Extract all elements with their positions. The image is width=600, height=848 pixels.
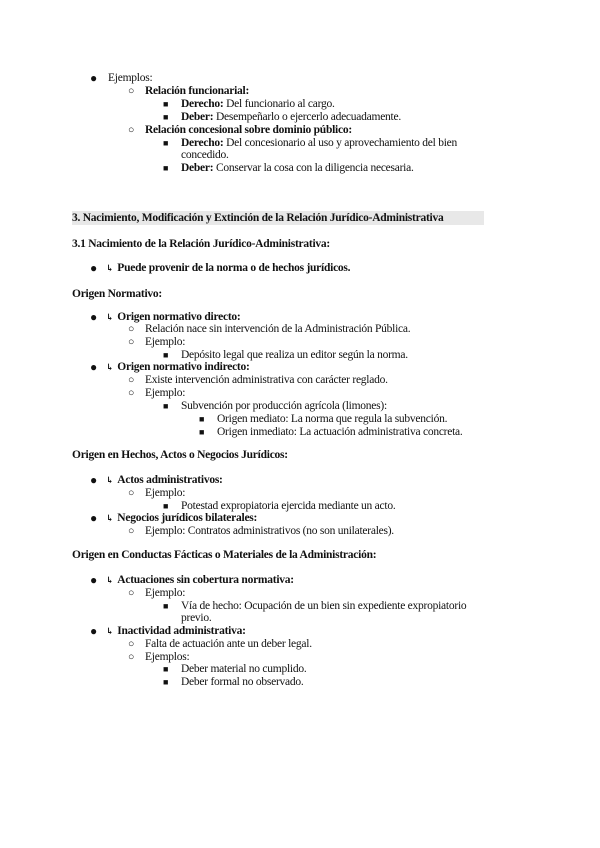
falta-actuacion: Falta de actuación ante un deber legal. <box>145 638 312 650</box>
deber-material: Deber material no cumplido. <box>181 663 307 675</box>
bullet-disc: ● <box>90 71 97 85</box>
bullet-circle: ○ <box>128 125 135 136</box>
bullet-square: ■ <box>163 163 169 173</box>
actuaciones-ejemplo: Ejemplo: <box>145 587 186 599</box>
normativo-directo-title: ↳ Origen normativo directo: <box>106 311 241 323</box>
potestad-expropiatoria: Potestad expropiatoria ejercida mediante un acto. <box>181 500 396 512</box>
corner-arrow-icon: ↳ <box>106 575 114 585</box>
bullet-disc: ● <box>90 624 97 638</box>
conductas-heading: Origen en Conductas Fácticas o Materiales de la Administración: <box>72 549 377 561</box>
bullet-square: ■ <box>163 138 169 148</box>
funcionarial-deber: Deber: Desempeñarlo o ejercerlo adecuadamente. <box>181 111 401 123</box>
funcionarial-derecho: Derecho: Del funcionario al cargo. <box>181 98 335 110</box>
ejemplos-label: Ejemplos: <box>108 72 153 84</box>
bullet-circle: ○ <box>128 324 135 335</box>
bullet-disc: ● <box>90 573 97 587</box>
bullet-square: ■ <box>199 414 205 424</box>
origen-mediato: Origen mediato: La norma que regula la subvención. <box>217 413 448 425</box>
normativo-indirecto-title: ↳ Origen normativo indirecto: <box>106 361 250 373</box>
bullet-disc: ● <box>90 360 97 374</box>
normativo-directo-item: Relación nace sin intervención de la Administración Pública. <box>145 323 411 335</box>
bullet-disc: ● <box>90 511 97 525</box>
actos-ejemplo: Ejemplo: <box>145 487 186 499</box>
hechos-heading: Origen en Hechos, Actos o Negocios Jurídicos: <box>72 449 288 461</box>
via-de-hecho: Vía de hecho: Ocupación de un bien sin expediente expropiatorio <box>181 600 467 612</box>
bullet-square: ■ <box>163 350 169 360</box>
bullet-disc: ● <box>90 261 97 275</box>
bullet-square: ■ <box>163 99 169 109</box>
deposito-legal: Depósito legal que realiza un editor según la norma. <box>181 349 408 361</box>
bullet-square: ■ <box>163 601 169 611</box>
origen-inmediato: Origen inmediato: La actuación administrativa concreta. <box>217 426 463 438</box>
normativo-indirecto-item: Existe intervención administrativa con carácter reglado. <box>145 374 388 386</box>
funcionarial-title: Relación funcionarial: <box>145 85 250 97</box>
subvencion: Subvención por producción agrícola (limones): <box>181 400 387 412</box>
corner-arrow-icon: ↳ <box>106 626 114 636</box>
bullet-circle: ○ <box>128 388 135 399</box>
puede-provenir: ↳ Puede provenir de la norma o de hechos jurídicos. <box>106 262 351 274</box>
normativo-heading: Origen Normativo: <box>72 288 162 300</box>
deber-formal: Deber formal no observado. <box>181 676 304 688</box>
bullet-square: ■ <box>163 677 169 687</box>
bullet-square: ■ <box>163 664 169 674</box>
bullet-circle: ○ <box>128 375 135 386</box>
bullet-circle: ○ <box>128 588 135 599</box>
bullet-circle: ○ <box>128 337 135 348</box>
bullet-circle: ○ <box>128 86 135 97</box>
bullet-square: ■ <box>163 501 169 511</box>
corner-arrow-icon: ↳ <box>106 263 114 273</box>
bullet-disc: ● <box>90 473 97 487</box>
via-de-hecho-cont: previo. <box>181 612 212 624</box>
section3-heading: 3. Nacimiento, Modificación y Extinción de la Relación Jurídico-Administrativa <box>72 211 484 225</box>
bullet-circle: ○ <box>128 526 135 537</box>
concesional-deber: Deber: Conservar la cosa con la diligencia necesaria. <box>181 162 414 174</box>
negocios-title: ↳ Negocios jurídicos bilaterales: <box>106 512 258 524</box>
bullet-circle: ○ <box>128 488 135 499</box>
bullet-circle: ○ <box>128 652 135 663</box>
bullet-circle: ○ <box>128 639 135 650</box>
actuaciones-title: ↳ Actuaciones sin cobertura normativa: <box>106 574 294 586</box>
bullet-square: ■ <box>199 427 205 437</box>
corner-arrow-icon: ↳ <box>106 362 114 372</box>
concesional-derecho-cont: concedido. <box>181 149 229 161</box>
inactividad-ejemplos: Ejemplos: <box>145 651 190 663</box>
normativo-directo-ejemplo: Ejemplo: <box>145 336 186 348</box>
concesional-derecho: Derecho: Del concesionario al uso y aprovechamiento del bien <box>181 137 458 149</box>
bullet-disc: ● <box>90 310 97 324</box>
corner-arrow-icon: ↳ <box>106 513 114 523</box>
normativo-indirecto-ejemplo: Ejemplo: <box>145 387 186 399</box>
concesional-title: Relación concesional sobre dominio público: <box>145 124 352 136</box>
bullet-square: ■ <box>163 112 169 122</box>
actos-title: ↳ Actos administrativos: <box>106 474 223 486</box>
bullet-square: ■ <box>163 401 169 411</box>
inactividad-title: ↳ Inactividad administrativa: <box>106 625 246 637</box>
section3-1-heading: 3.1 Nacimiento de la Relación Jurídico-Administrativa: <box>72 238 331 250</box>
contratos-administrativos: Ejemplo: Contratos administrativos (no son unilaterales). <box>145 525 394 537</box>
corner-arrow-icon: ↳ <box>106 312 114 322</box>
corner-arrow-icon: ↳ <box>106 475 114 485</box>
